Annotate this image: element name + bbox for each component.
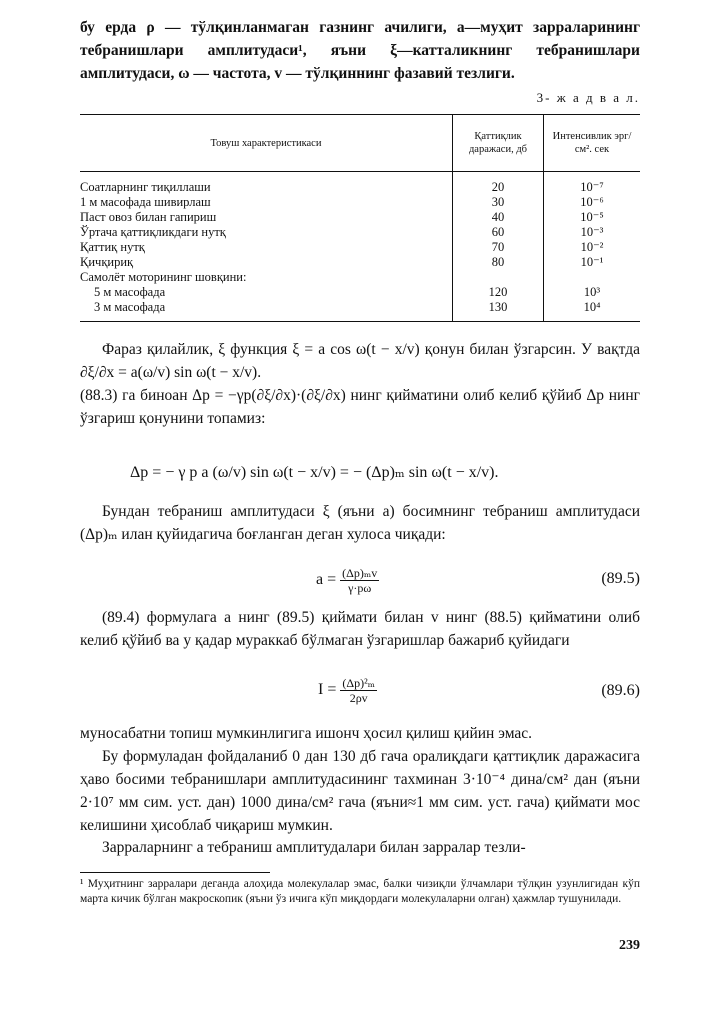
row-intensity: 10⁴ (544, 300, 641, 322)
footnote: ¹ Муҳитнинг зарралари деганда алоҳида молекулалар эмас, балки чизиқли ўлчамлари тўлқин узунлигидан кўп марта кичик бўлган макроскопик (яъни ўз ичига кўп миқдордаги молекулаларни олган) ҳажмлар тушунилади. (80, 878, 640, 905)
row-name: Қаттиқ нутқ (80, 240, 145, 254)
equation-label-89-6: (89.6) (601, 682, 640, 699)
row-name: Қичқириқ (80, 255, 134, 269)
eq2-lhs: a = (316, 571, 337, 589)
row-intensity: 10⁻⁶ (544, 195, 641, 210)
header-characteristic: Товуш характеристикаси (80, 115, 453, 172)
equation-label-89-5: (89.5) (601, 570, 640, 587)
page-number: 239 (619, 938, 640, 953)
row-name: Паст овоз билан гапириш (80, 210, 217, 224)
row-intensity: 10⁻⁵ (544, 210, 641, 225)
row-db: 80 (453, 255, 544, 270)
equation-89-6 (318, 676, 377, 705)
row-db: 60 (453, 225, 544, 240)
eq3-fraction (340, 676, 377, 705)
row-name: Самолёт моторининг шовқини: (80, 270, 247, 284)
paragraph-substitution: (89.4) формулага a нинг (89.5) қиймати билан v нинг (88.5) қийматини олиб келиб қўйиб ва у қадар мураккаб бўлмаган ўзгаришлар бажариб қуйидаги (80, 609, 640, 649)
row-db: 40 (453, 210, 544, 225)
row-name: Соатларнинг тиқиллаши (80, 180, 211, 194)
sound-characteristics-table (80, 114, 640, 322)
equation-89-5 (316, 566, 379, 595)
table-caption: 3- ж а д в а л. (536, 90, 640, 105)
row-db (453, 270, 544, 285)
row-name: 1 м масофада шивирлаш (80, 195, 211, 209)
eq2-fraction (340, 566, 379, 595)
row-intensity (544, 270, 641, 285)
table-row (80, 210, 640, 225)
eq3-lhs: I = (318, 681, 337, 699)
intro-paragraph: бу ерда ρ — тўлқинланмаган газнинг ачилиги, a—муҳит зарраларининг тебранишлари амплитудаси¹, яъни ξ—катталикнинг тебранишлари амплитудаси, ω — частота, v — тўлқиннинг фазавий тезлиги. (80, 19, 640, 82)
row-intensity: 10⁻³ (544, 225, 641, 240)
eq3-denominator: 2ρv (349, 691, 368, 705)
eq2-numerator: (Δp)ₘv (342, 566, 378, 580)
paragraph-pressure-change: (88.3) га биноан Δp = −γp(∂ξ/∂x)·(∂ξ/∂x) нинг қийматини олиб келиб қўйиб Δp нинг ўзгариш қонунини топамиз: (80, 387, 640, 427)
row-intensity: 10⁻¹ (544, 255, 641, 270)
row-name: 3 м масофада (94, 300, 166, 314)
table-row (80, 172, 640, 196)
equation-pressure: Δp = − γ p a (ω/v) sin ω(t − x/v) = − (Δp)ₘ sin ω(t − x/v). (130, 464, 499, 481)
paragraph-calculation: Бу формуладан фойдаланиб 0 дан 130 дб гача оралиқдаги қаттиқлик даражасига ҳаво босими тебранишлари амплитудасининг тахминан 3·10⁻⁴ дина/см² дан (яъни 2·10⁷ мм сим. уст. дан) 1000 дина/см² гача (яъни≈1 мм сим. уст. гача) қиймати мос келишини ҳисоблаб чиқариш мумкин. (80, 748, 640, 834)
table-row (80, 300, 640, 322)
row-intensity: 10³ (544, 285, 641, 300)
table-row (80, 270, 640, 285)
eq3-numerator: (Δp)²ₘ (342, 676, 376, 690)
eq2-denominator: γ·pω (348, 581, 372, 595)
row-intensity: 10⁻² (544, 240, 641, 255)
header-intensity: Интенсивлик эрг/см². сек (544, 115, 641, 172)
paragraph-amplitude: Бундан тебраниш амплитудаси ξ (яъни a) босимнинг тебраниш амплитудаси (Δp)ₘ илан қуйидагича боғланган деган хулоса чиқади: (80, 503, 640, 543)
row-db: 30 (453, 195, 544, 210)
table-row (80, 255, 640, 270)
row-db: 70 (453, 240, 544, 255)
table-row (80, 240, 640, 255)
row-intensity: 10⁻⁷ (544, 172, 641, 196)
row-db: 130 (453, 300, 544, 322)
paragraph-velocity: Зарраларнинг a тебраниш амплитудалари билан зарралар тезли- (102, 839, 526, 856)
paragraph-function: Фараз қилайлик, ξ функция ξ = a cos ω(t − x/v) қонун билан ўзгарсин. У вақтда ∂ξ/∂x = a(ω/v) sin ω(t − x/v). (80, 341, 640, 381)
header-loudness: Қаттиқлик даражаси, дб (453, 115, 544, 172)
paragraph-relation: муносабатни топиш мумкинлигига ишонч ҳосил қилиш қийин эмас. (80, 725, 533, 742)
footnote-rule (80, 872, 270, 873)
table-row (80, 225, 640, 240)
table-row (80, 195, 640, 210)
row-name: Ўртача қаттиқликдаги нутқ (80, 225, 226, 239)
table-row (80, 285, 640, 300)
row-db: 120 (453, 285, 544, 300)
row-name: 5 м масофада (94, 285, 166, 299)
row-db: 20 (453, 172, 544, 196)
